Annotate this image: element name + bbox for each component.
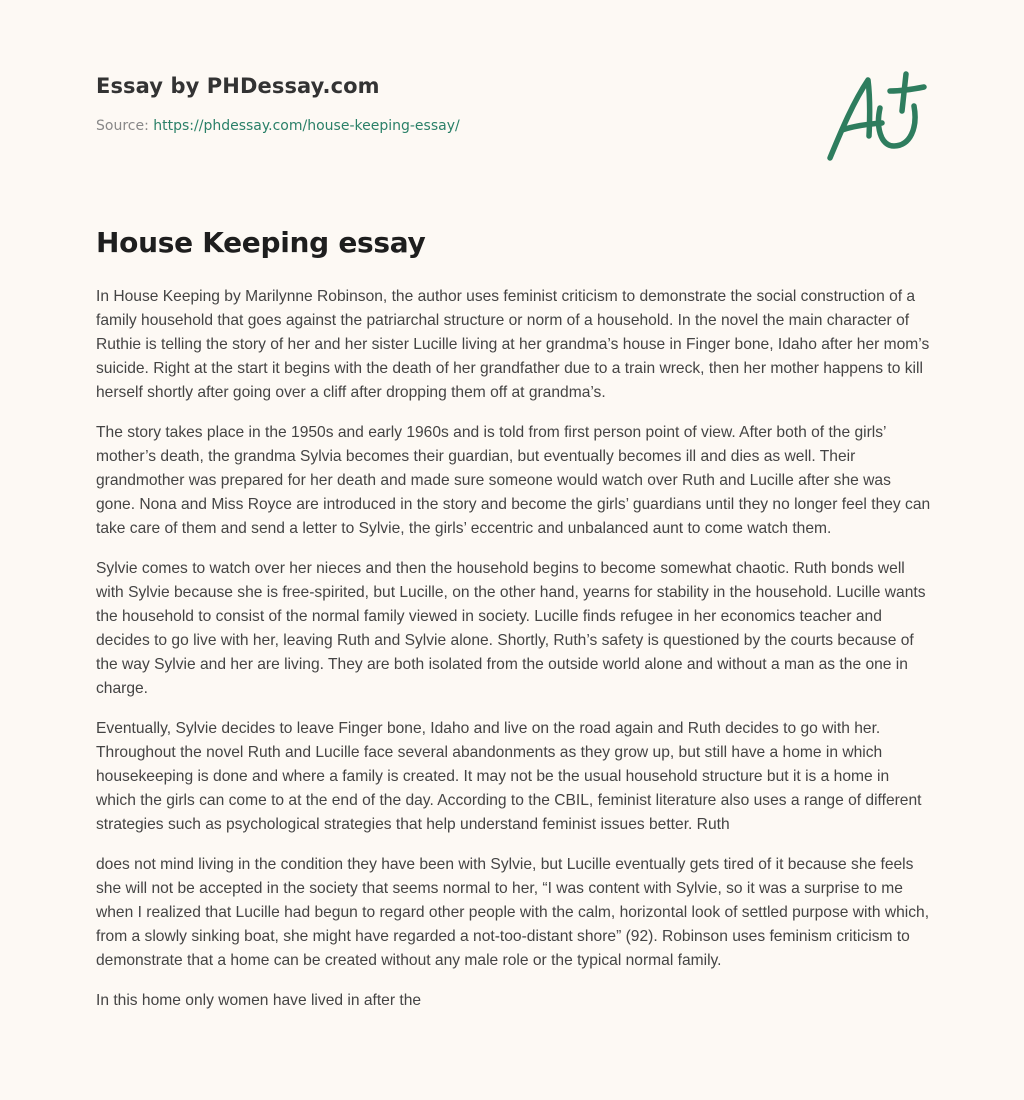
a-plus-grade-icon bbox=[822, 66, 930, 166]
essay-paragraph-3: Sylvie comes to watch over her nieces and then the household begins to become somewhat chaotic. Ruth bonds well with Sylvie because she is free-spirited, but Lucille, on the other hand, yearns for stability in the household. Lucille wants the household to consist of the normal family viewed in society. Lucille finds refugee in her economics teacher and decides to go live with her, leaving Ruth and Sylvie alone. Shortly, Ruth’s safety is questioned by the courts because of the way Sylvie and her are living. They are both isolated from the outside world alone and without a man as the one in charge. bbox=[96, 560, 926, 697]
essay-paragraph-6: In this home only women have lived in after the bbox=[96, 992, 422, 1009]
source-link[interactable]: https://phdessay.com/house-keeping-essay/ bbox=[153, 118, 460, 134]
site-title: Essay by PHDessay.com bbox=[96, 74, 380, 98]
essay-paragraph-2: The story takes place in the 1950s and early 1960s and is told from first person point of view. After both of the girls’ mother’s death, the grandma Sylvia becomes their guardian, but eventually becomes ill and dies as well. Their grandmother was prepared for her death and made sure someone would watch over Ruth and Lucille after she was gone. Nona and Miss Royce are introduced in the story and become the girls’ guardians until they no longer feel they can take care of them and send a letter to Sylvie, the girls’ eccentric and unbalanced aunt to come watch them. bbox=[96, 424, 931, 537]
essay-content bbox=[96, 226, 936, 1029]
essay-paragraph-1: In House Keeping by Marilynne Robinson, the author uses feminist criticism to demonstrate the social construction of a family household that goes against the patriarchal structure or norm of a household. In the novel the main character of Ruthie is telling the story of her and her sister Lucille living at her grandma’s house in Finger bone, Idaho after her mom’s suicide. Right at the start it begins with the death of her grandfather due to a train wreck, then her mother happens to kill herself shortly after going over a cliff after dropping them off at grandma’s. bbox=[96, 288, 930, 401]
source-line bbox=[96, 118, 936, 134]
source-label: Source: bbox=[96, 118, 149, 134]
essay-paragraph-5: does not mind living in the condition they have been with Sylvie, but Lucille eventually gets tired of it because she feels she will not be accepted in the society that seems normal to her, “I was content with Sylvie, so it was a surprise to me when I realized that Lucille had begun to regard other people with the calm, horizontal look of settled purpose with which, from a slowly sinking boat, she might have regarded a not-too-distant shore” (92). Robinson uses feminism criticism to demonstrate that a home can be created without any male role or the typical normal family. bbox=[96, 856, 930, 969]
essay-paragraph-4: Eventually, Sylvie decides to leave Finger bone, Idaho and live on the road again and Ruth decides to go with her. Throughout the novel Ruth and Lucille face several abandonments as they grow up, but still have a home in which housekeeping is done and where a family is created. It may not be the usual household structure but it is a home in which the girls can come to at the end of the day. According to the CBIL, feminist literature also uses a range of different strategies such as psychological strategies that help understand feminist issues better. Ruth bbox=[96, 720, 922, 833]
essay-title: House Keeping essay bbox=[96, 226, 426, 259]
page-header bbox=[96, 74, 936, 134]
